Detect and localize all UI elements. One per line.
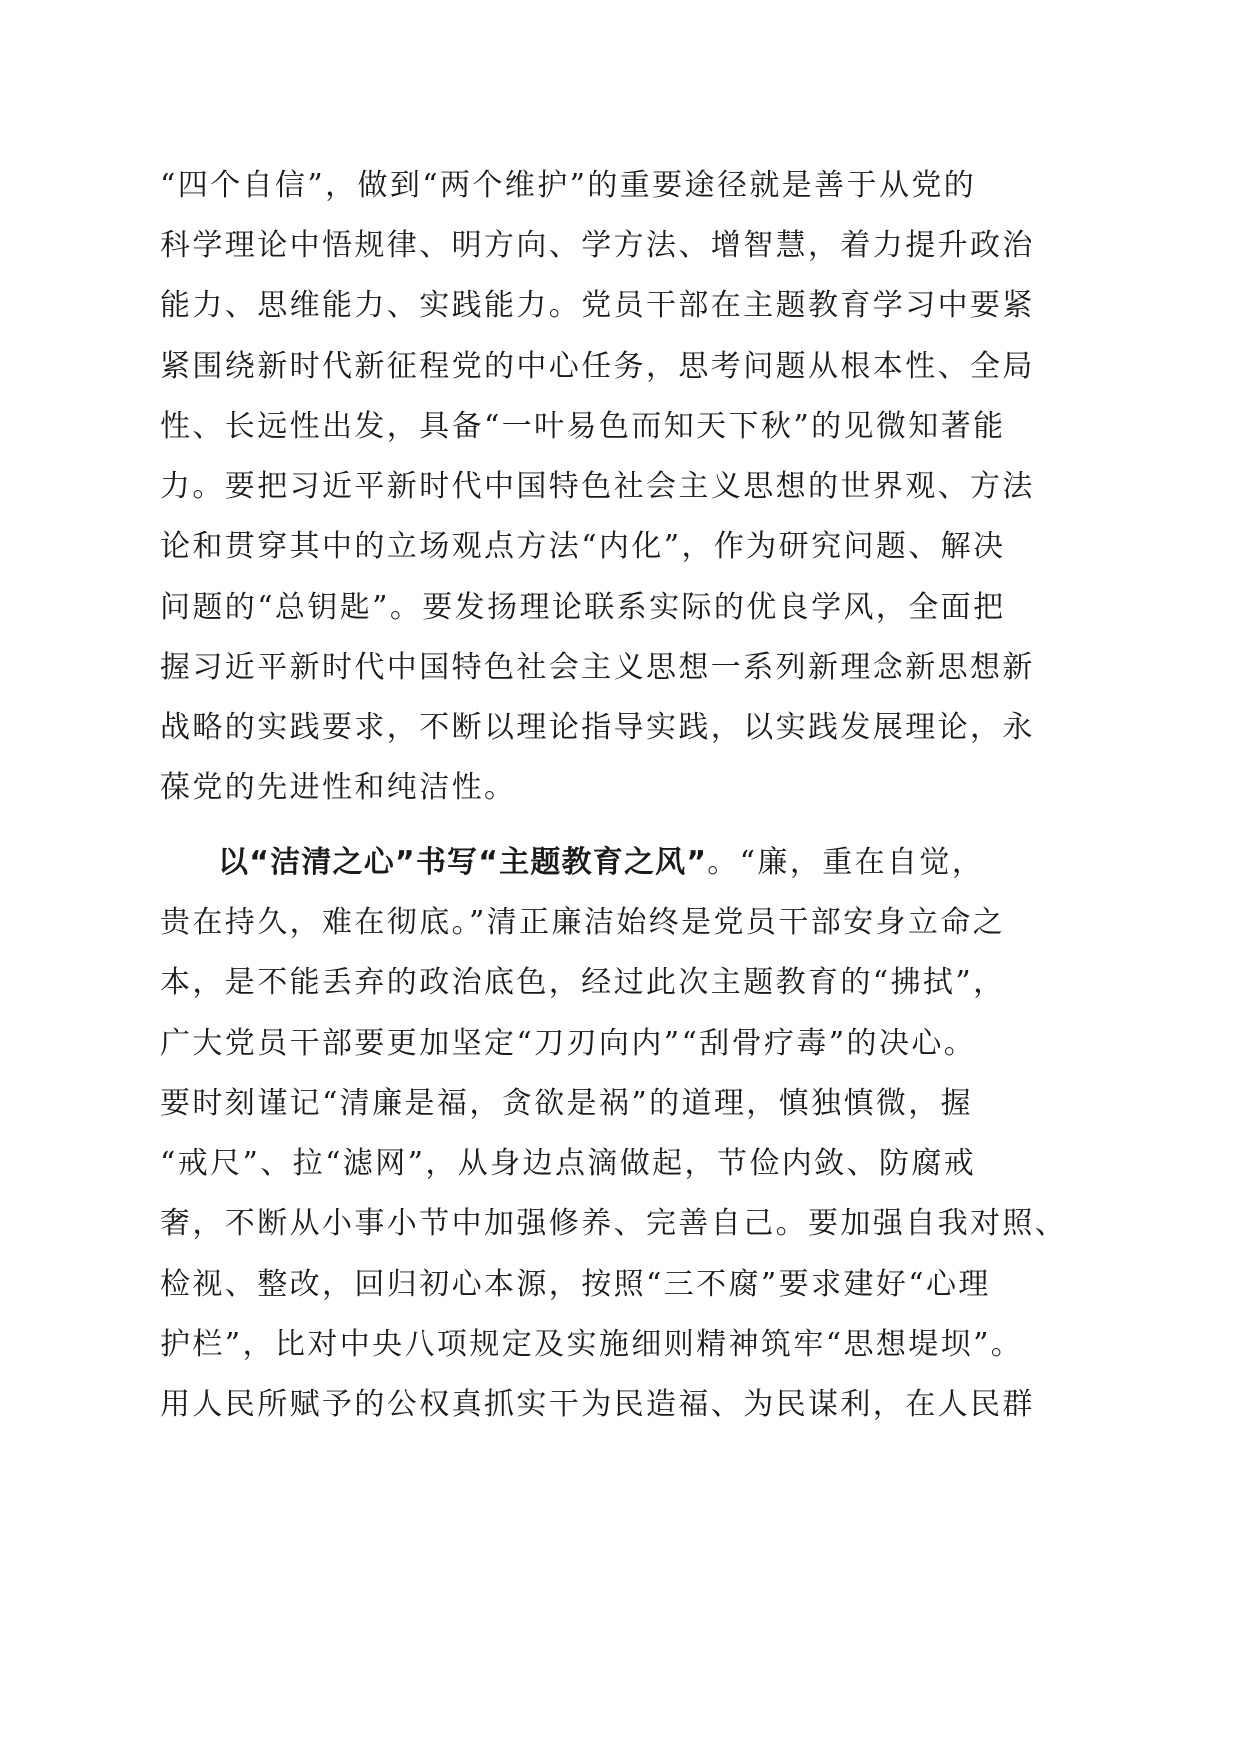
text-line: “四个自信”，做到“两个维护”的重要途径就是善于从党的 (160, 168, 977, 203)
paragraph-lead-text: 。“廉，重在自觉， (707, 845, 985, 880)
text-line: 论和贯穿其中的立场观点方法“内化”，作为研究问题、解决 (160, 529, 1006, 564)
text-line: 能力、思维能力、实践能力。党员干部在主题教育学习中要紧 (160, 288, 1035, 323)
text-line: 要时刻谨记“清廉是福，贪欲是祸”的道理，慎独慎微，握 (160, 1086, 974, 1121)
text-line: 紧围绕新时代新征程党的中心任务，思考问题从根本性、全局 (160, 349, 1035, 384)
text-line: 护栏”，比对中央八项规定及实施细则精神筑牢“思想堤坝”。 (160, 1327, 1024, 1362)
text-line: 科学理论中悟规律、明方向、学方法、增智慧，着力提升政治 (160, 228, 1035, 263)
text-line: 广大党员干部要更加坚定“刀刃向内”“刮骨疗毒”的决心。 (160, 1026, 977, 1061)
text-line: 用人民所赋予的公权真抓实干为民造福、为民谋利，在人民群 (160, 1387, 1035, 1422)
text-line: 战略的实践要求，不断以理论指导实践，以实践发展理论，永 (160, 710, 1035, 745)
text-line: 问题的“总钥匙”。要发扬理论联系实际的优良学风，全面把 (160, 590, 1006, 625)
text-line: 性、长远性出发，具备“一叶易色而知天下秋”的见微知著能 (160, 409, 1006, 444)
text-line: 力。要把习近平新时代中国特色社会主义思想的世界观、方法 (160, 469, 1035, 504)
text-line: “戒尺”、拉“滤网”，从身边点滴做起，节俭内敛、防腐戒 (160, 1146, 977, 1181)
paragraph-heading: 以“洁清之心”书写“主题教育之风” (218, 845, 708, 880)
text-line: 贵在持久，难在彻底。”清正廉洁始终是党员干部安身立命之 (160, 905, 1006, 940)
text-line: 奢，不断从小事小节中加强修养、完善自己。要加强自我对照、 (160, 1206, 1068, 1241)
text-line: 检视、整改，回归初心本源，按照“三不腐”要求建好“心理 (160, 1267, 991, 1302)
text-line: 握习近平新时代中国特色社会主义思想一系列新理念新思想新 (160, 650, 1035, 685)
text-line: 本，是不能丢弃的政治底色，经过此次主题教育的“拂拭”， (160, 965, 1006, 1000)
paragraph-lead-line (218, 833, 1100, 893)
text-line: 葆党的先进性和纯洁性。 (160, 770, 517, 805)
